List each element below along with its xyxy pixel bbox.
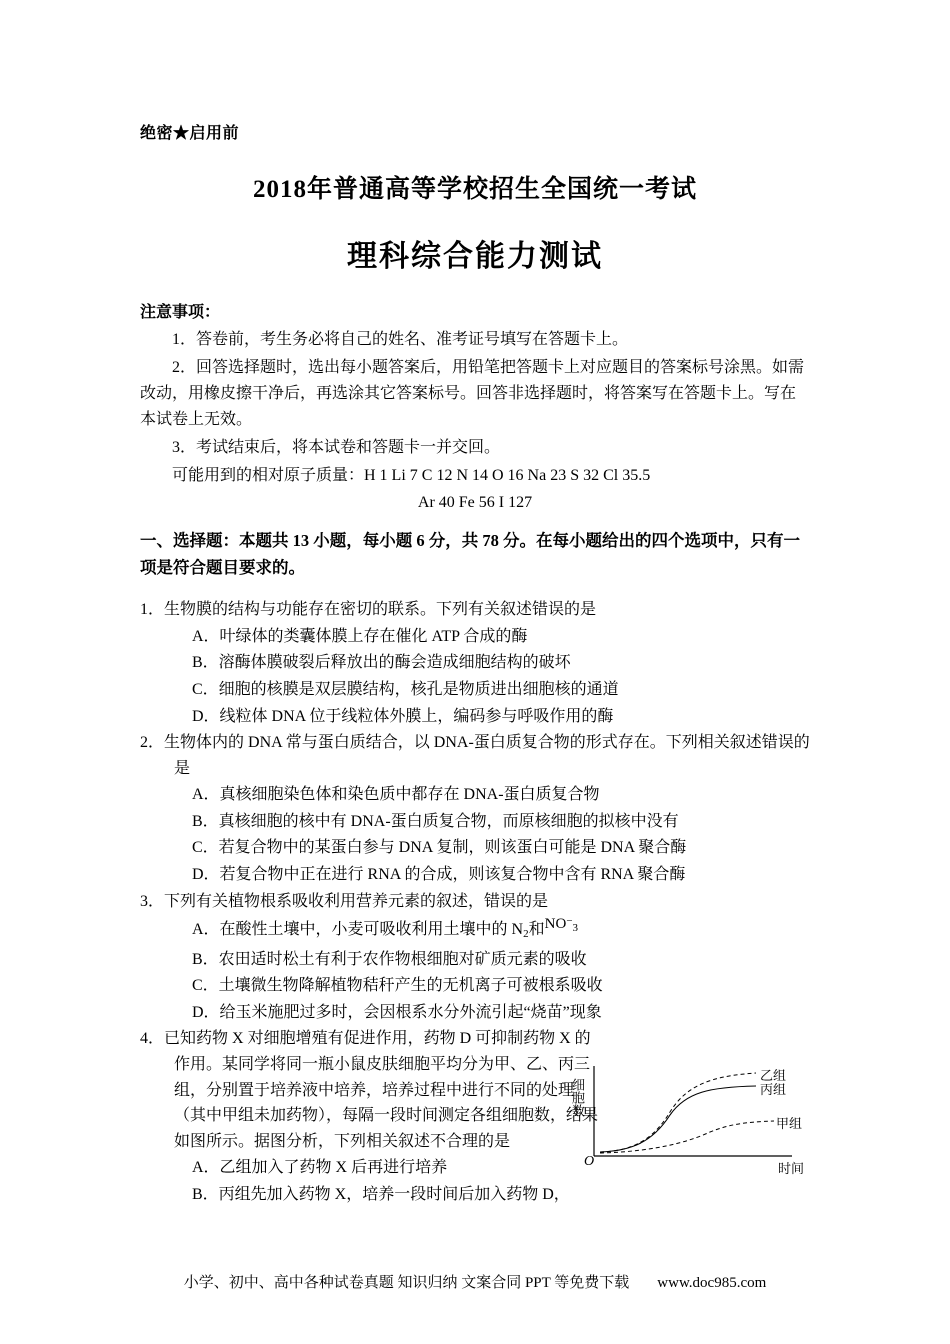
figure-curve-label-yi: 乙组 [760,1068,787,1084]
question-1-option-c: C．细胞的核膜是双层膜结构，核孔是物质进出细胞核的通道 [192,680,619,698]
page-subtitle: 理科综合能力测试 [347,240,603,273]
question-4-stem [140,1026,600,1154]
section-heading: 一、选择题：本题共 13 小题，每小题 6 分，共 78 分。在每小题给出的四个选项中，只有一项是符合题目要求的。 [140,531,800,577]
question-1-number: 1． [140,601,165,619]
question-4-option-a: A．乙组加入了药物 X 后再进行培养 [192,1159,448,1177]
figure-curve-label-bing: 丙组 [760,1082,787,1098]
notes-heading: 注意事项： [140,304,221,321]
question-1-option-d: D．线粒体 DNA 位于线粒体外膜上，编码参与呼吸作用的酶 [192,707,614,725]
nitrate-ion-charge: − [566,915,573,928]
question-4-text: 已知药物 X 对细胞增殖有促进作用，药物 D 可抑制药物 X 的作用。某同学将同一瓶小鼠皮肤细胞平均分为甲、乙、丙三组，分别置于培养液中培养，培养过程中进行不同的处理（其中甲组未加药物），每隔一段时间测定各组细胞数，结果如图所示。据图分析，下列相关叙述不合理的是 [164,1030,599,1150]
note-item-4: 可能用到的相对原子质量：H 1 Li 7 C 12 N 14 O 16 Na 23 S 32 Cl 35.5 [172,466,651,484]
nitrate-ion [545,910,578,939]
nitrate-ion-base: NO [544,916,567,933]
footer-url[interactable]: www.doc985.com [657,1275,767,1291]
question-2-number: 2． [140,734,165,752]
footer-text: 小学、初中、高中各种试卷真题 知识归纳 文案合同 PPT 等免费下载 [183,1275,630,1291]
atomic-mass-continued: Ar 40 Fe 56 I 127 [417,494,533,512]
figure-x-axis-label: 时间 [777,1161,804,1177]
question-2-option-b: B．真核细胞的核中有 DNA-蛋白质复合物，而原核细胞的拟核中没有 [192,812,679,830]
question-3-option-a-prefix: A．在酸性土壤中，小麦可吸收利用土壤中的 N [192,921,524,939]
n2-subscript: 2 [523,928,529,941]
question-1-text: 生物膜的结构与功能存在密切的联系。下列有关叙述错误的是 [164,601,597,619]
question-3-option-c: C．土壤微生物降解植物秸秆产生的无机离子可被根系吸收 [192,977,603,995]
question-3-stem [140,889,810,915]
question-3-option-b: B．农田适时松土有利于农作物根细胞对矿质元素的吸收 [192,950,587,968]
figure-origin-label: O [584,1154,595,1170]
question-3-number: 3． [140,892,165,910]
question-2-option-c: C．若复合物中的某蛋白参与 DNA 复制，则该蛋白可能是 DNA 聚合酶 [192,839,687,857]
footer [0,1271,950,1292]
page-title: 2018年普通高等学校招生全国统一考试 [252,176,697,203]
question-2-option-d: D．若复合物中正在进行 RNA 的合成，则该复合物中含有 RNA 聚合酶 [192,866,686,884]
question-1-option-a: A．叶绿体的类囊体膜上存在催化 ATP 合成的酶 [192,627,528,645]
question-1-option-b: B．溶酶体膜破裂后释放出的酶会造成细胞结构的破坏 [192,654,571,672]
question-4-number: 4． [140,1030,165,1048]
question-3-text: 下列有关植物根系吸收利用营养元素的叙述，错误的是 [164,892,549,910]
question-2-stem [140,730,810,781]
question-4-block [140,1026,810,1207]
note-item-3: 3．考试结束后，将本试卷和答题卡一并交回。 [172,438,501,456]
question-3-option-d: D．给玉米施肥过多时，会因根系水分外流引起“烧苗”现象 [192,1003,602,1021]
question-1-stem [140,597,810,623]
note-item-1: 1．答卷前，考生务必将自己的姓名、准考证号填写在答题卡上。 [172,331,629,348]
secret-mark: 绝密★启用前 [140,125,240,142]
question-3-option-a [140,915,810,945]
figure-y-axis-label: 细胞数 [570,1078,585,1118]
question-4-option-b: B．丙组先加入药物 X，培养一段时间后加入药物 D， [192,1185,570,1203]
question-3-option-a-mid: 和 [528,921,545,939]
figure-curve-label-jia: 甲组 [776,1116,803,1132]
note-item-2: 2．回答选择题时，选出每小题答案后，用铅笔把答题卡上对应题目的答案标号涂黑。如需改动，用橡皮擦干净后，再选涂其它答案标号。回答非选择题时，将答案写在答题卡上。写在本试卷上无效。 [140,358,805,428]
nitrate-ion-subscript: 3 [572,922,579,935]
cell-growth-curve-figure [560,1060,810,1178]
question-4-text-column [140,1026,600,1207]
question-2-option-a: A．真核细胞染色体和染色质中都存在 DNA-蛋白质复合物 [192,786,600,804]
question-2-text: 生物体内的 DNA 常与蛋白质结合，以 DNA-蛋白质复合物的形式存在。下列相关叙述错误的是 [164,734,810,777]
